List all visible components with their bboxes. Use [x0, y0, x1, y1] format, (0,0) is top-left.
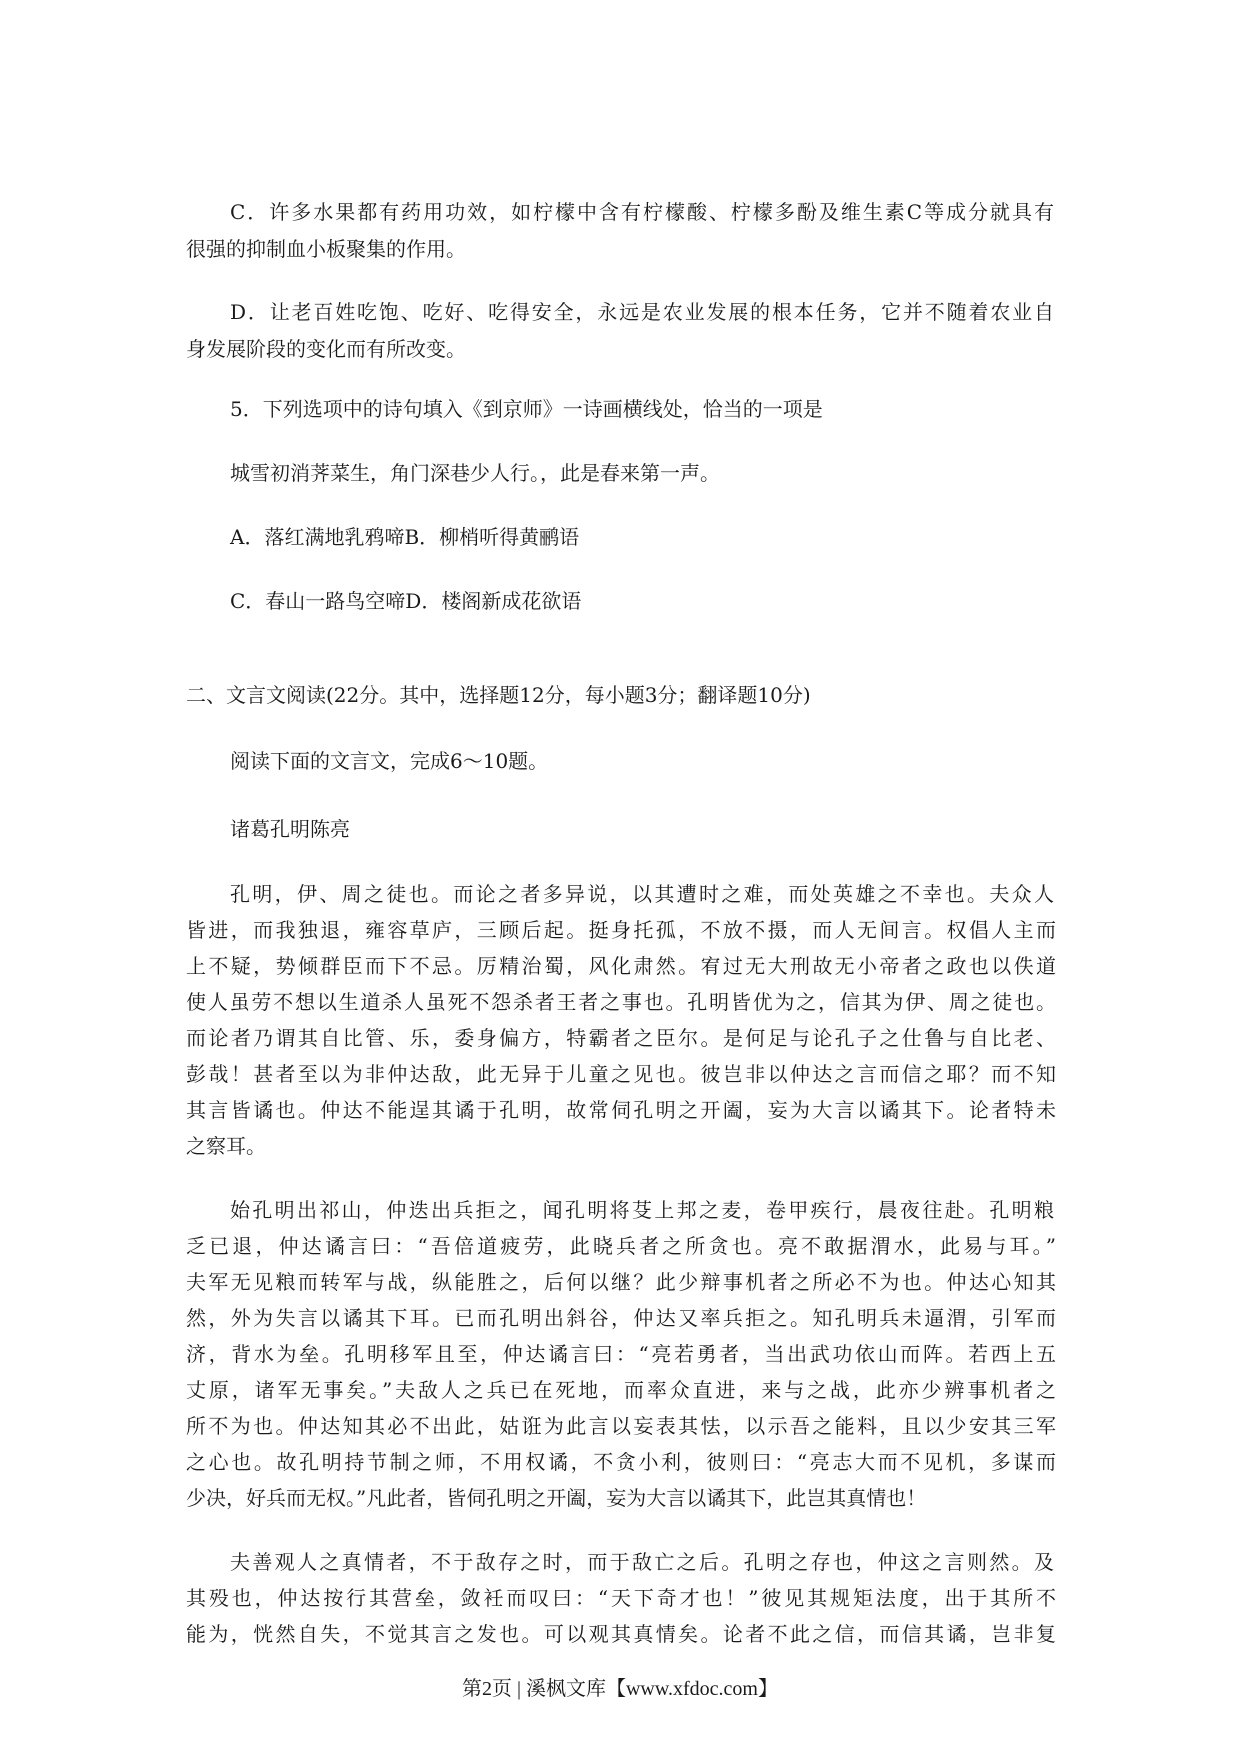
p2-line-9: 少决，好兵而无权。”凡此者，皆伺孔明之开阖，妄为大言以谲其下，此岂其真情也！: [186, 1486, 927, 1510]
q5-option-ab: A．落红满地乳鸦啼B．柳梢听得黄鹂语: [230, 525, 580, 549]
p2-line-5: 济，背水为垒。孔明移军且至，仲达谲言曰：“亮若勇者，当出武功依山而阵。若西上五: [186, 1342, 1056, 1366]
p1-line-8: 之察耳。: [186, 1134, 266, 1158]
q5-poem-line: 城雪初消荠菜生，角门深巷少人行。，此是春来第一声。: [230, 461, 720, 485]
question-5: 5．下列选项中的诗句填入《到京师》一诗画横线处，恰当的一项是: [230, 397, 823, 421]
section-2-heading: 二、文言文阅读(22分。其中，选择题12分，每小题3分；翻译题10分): [186, 683, 811, 707]
p1-line-7: 其言皆谲也。仲达不能逞其谲于孔明，故常伺孔明之开阖，妄为大言以谲其下。论者特未: [186, 1098, 1056, 1122]
section-2-instruction: 阅读下面的文言文，完成6～10题。: [230, 749, 549, 773]
p3-line-3: 能为，恍然自失，不觉其言之发也。可以观其真情矣。论者不此之信，而信其谲，岂非复: [186, 1622, 1056, 1646]
p2-line-2: 乏已退，仲达谲言曰：“吾倍道疲劳，此晓兵者之所贪也。亮不敢据渭水，此易与耳。”: [186, 1234, 1056, 1258]
p3-line-2: 其殁也，仲达按行其营垒，敛衽而叹曰：“天下奇才也！”彼见其规矩法度，出于其所不: [186, 1586, 1056, 1610]
p1-line-2: 皆进，而我独退，雍容草庐，三顾后起。挺身托孤，不放不摄，而人无间言。权倡人主而: [186, 918, 1056, 942]
p2-line-6: 丈原，诸军无事矣。”夫敌人之兵已在死地，而率众直进，来与之战，此亦少辨事机者之: [186, 1378, 1056, 1402]
page-footer: 第2页 | 溪枫文库【www.xfdoc.com】: [461, 1678, 778, 1700]
p1-line-3: 上不疑，势倾群臣而下不忌。厉精治蜀，风化肃然。宥过无大刑故无小帝者之政也以佚道: [186, 954, 1056, 978]
p3-line-1: 夫善观人之真情者，不于敌存之时，而于敌亡之后。孔明之存也，仲这之言则然。及: [230, 1550, 1054, 1574]
p1-line-5: 而论者乃谓其自比管、乐，委身偏方，特霸者之臣尔。是何足与论孔子之仕鲁与自比老、: [186, 1026, 1056, 1050]
p2-line-1: 始孔明出祁山，仲迭出兵拒之，闻孔明将芟上邦之麦，卷甲疾行，晨夜往赴。孔明粮: [230, 1198, 1054, 1222]
option-d-line-1: D．让老百姓吃饱、吃好、吃得安全，永远是农业发展的根本任务，它并不随着农业自: [230, 300, 1054, 324]
p1-line-6: 彭哉！甚者至以为非仲达敌，此无异于儿童之见也。彼岂非以仲达之言而信之耶？而不知: [186, 1062, 1056, 1086]
p2-line-8: 之心也。故孔明持节制之师，不用权谲，不贪小利，彼则曰：“亮志大而不见机，多谋而: [186, 1450, 1056, 1474]
q5-option-cd: C．春山一路鸟空啼D．楼阁新成花欲语: [230, 589, 582, 613]
option-d-line-2: 身发展阶段的变化而有所改变。: [186, 337, 466, 361]
option-c-line-2: 很强的抑制血小板聚集的作用。: [186, 237, 466, 261]
passage-title: 诸葛孔明陈亮: [230, 817, 350, 841]
p2-line-7: 所不为也。仲达知其必不出此，姑诳为此言以妄表其怯，以示吾之能料，且以少安其三军: [186, 1414, 1056, 1438]
p2-line-4: 然，外为失言以谲其下耳。已而孔明出斜谷，仲达又率兵拒之。知孔明兵未逼渭，引军而: [186, 1306, 1056, 1330]
option-c-line-1: C．许多水果都有药用功效，如柠檬中含有柠檬酸、柠檬多酚及维生素C等成分就具有: [230, 200, 1054, 224]
p2-line-3: 夫军无见粮而转军与战，纵能胜之，后何以继？此少辩事机者之所必不为也。仲达心知其: [186, 1270, 1056, 1294]
p1-line-4: 使人虽劳不想以生道杀人虽死不怨杀者王者之事也。孔明皆优为之，信其为伊、周之徒也。: [186, 990, 1056, 1014]
p1-line-1: 孔明，伊、周之徒也。而论之者多异说，以其遭时之难，而处英雄之不幸也。夫众人: [230, 882, 1054, 906]
